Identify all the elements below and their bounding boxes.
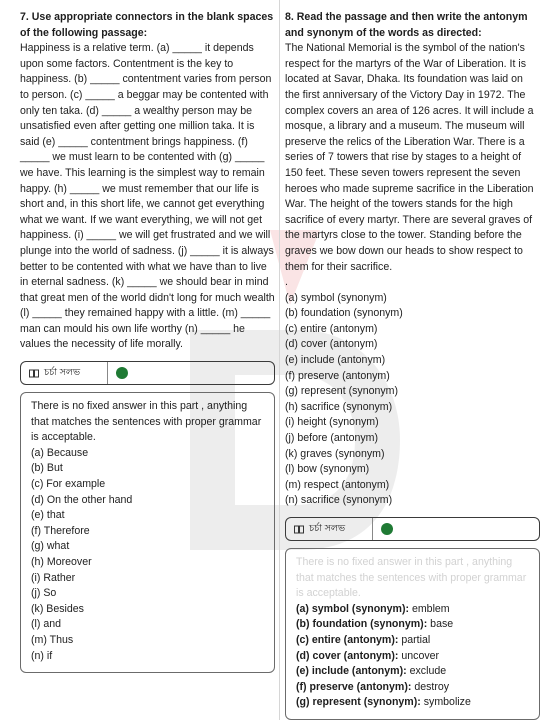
- word-option: (h) sacrifice (synonym): [285, 400, 393, 413]
- word-option: (m) respect (antonym): [285, 478, 390, 491]
- answer-box-left: [20, 392, 275, 673]
- status-dot-icon: [116, 367, 128, 379]
- answer-key: (e) include (antonym):: [296, 665, 407, 678]
- question-7-title: 7. Use appropriate connectors in the blank spaces of the following passage:: [20, 11, 274, 39]
- answer-line: [296, 633, 529, 649]
- question-7-passage: Happiness is a relative term. (a) _____ it depends upon some factors. Contentment is the key to happiness. (b) _____ contentment varies from person to person. (c) _____ a beggar may be contented with only ten taka. (d) _____ a wealthy person may be unsatisfied even after getting one million taka. It is said (e) _____ contentment brings happiness. (f) _____ we must learn to be contented with (g) _____ we have. This learning is the simplest way to remain happy. (h) _____ we must remember that our life is short and, in this short life, we cannot get everything what we want. If we want everything, we will not get happiness. (i) _____ we will get frustrated and we will plunge into the world of sadness. (j) _____ it is always better to be contented with what we have than to live in eternal sadness. (k) _____ we should bear in mind that great men of the world didn't long for much wealth (l) _____ they remained happy with a little. (m) _____ man can mould his own life worthy (n) _____ he values the necessity of life morally.: [20, 42, 275, 351]
- answer-box-right: [285, 548, 540, 720]
- answer-line: [296, 695, 529, 711]
- answer-line: [296, 664, 529, 680]
- word-option: (d) cover (antonym): [285, 338, 378, 351]
- solve-label: চর্চা সলভ: [309, 523, 346, 535]
- answer-value: destroy: [411, 680, 450, 693]
- answer-key: (c) entire (antonym):: [296, 633, 399, 646]
- status-dot-icon: [381, 523, 393, 535]
- word-option: (g) represent (synonym): [285, 385, 399, 398]
- separator-dot: .: [285, 276, 288, 289]
- answer-line: (h) Moreover: [31, 556, 92, 568]
- word-option: (a) symbol (synonym): [285, 291, 387, 304]
- answer-note: There is no fixed answer in this part , anything that matches the sentences with proper grammar is acceptable.: [296, 556, 527, 600]
- bar-separator: [107, 362, 108, 384]
- answer-value: partial: [398, 633, 431, 646]
- book-icon: [294, 525, 304, 534]
- answer-line: [296, 649, 529, 665]
- solve-label: চর্চা সলভ: [44, 367, 81, 379]
- answer-line: (f) Therefore: [31, 524, 90, 537]
- solve-bar-right[interactable]: [285, 517, 540, 541]
- answer-line: (l) and: [31, 618, 62, 631]
- answer-key: (a) symbol (synonym):: [296, 602, 410, 615]
- answer-value: exclude: [406, 665, 447, 678]
- answer-line: (c) For example: [31, 478, 106, 491]
- answer-line: (b) But: [31, 462, 63, 475]
- answer-value: uncover: [398, 649, 440, 662]
- answer-value: base: [427, 618, 454, 631]
- right-column: [285, 10, 540, 720]
- answer-key: (g) represent (synonym):: [296, 696, 421, 709]
- answer-value: emblem: [409, 602, 450, 615]
- column-divider: [279, 0, 280, 720]
- question-8-passage: The National Memorial is the symbol of the nation's respect for the martyrs of the War of Liberation. It is located at Savar, Dhaka. Its foundation was laid on the first anniversary of the Victory Day in 1972. The complex covers an area of 126 acres. It will include a mosque, a library and a museum. The museum will preserve the relics of the Liberation War. There is a series of 7 towers that rise by stages to a height of 150 feet. These seven towers represent the seven heroes who made supreme sacrifice in the Liberation War. The height of the towers stands for the high sacrifice of every martyr. There are several graves of the martyrs close to the tower. Standing before the graves we bow down our heads to show respect to them for their sacrifice.: [285, 42, 534, 273]
- answer-line: [296, 602, 529, 618]
- word-options-list: [285, 291, 540, 509]
- answer-key: (b) foundation (synonym):: [296, 618, 428, 631]
- bar-separator: [372, 518, 373, 540]
- book-icon: [29, 369, 39, 378]
- answer-value: symbolize: [420, 696, 471, 709]
- answer-note: There is no fixed answer in this part , anything that matches the sentences with proper grammar is acceptable.: [31, 400, 262, 444]
- answer-line: (m) Thus: [31, 633, 74, 646]
- answer-line: (g) what: [31, 540, 70, 553]
- answer-line: (k) Besides: [31, 602, 84, 615]
- answer-line: [296, 680, 529, 696]
- solve-bar-left[interactable]: [20, 361, 275, 385]
- answer-line: (a) Because: [31, 446, 89, 459]
- answer-line: (n) if: [31, 649, 53, 662]
- word-option: (n) sacrifice (synonym): [285, 494, 393, 507]
- answer-key: (f) preserve (antonym):: [296, 680, 412, 693]
- left-column: [20, 10, 275, 673]
- word-option: (f) preserve (antonym): [285, 369, 390, 382]
- answer-line: [296, 617, 529, 633]
- word-option: (b) foundation (synonym): [285, 307, 403, 320]
- answer-line: (i) Rather: [31, 571, 76, 584]
- word-option: (i) height (synonym): [285, 416, 379, 429]
- answer-key: (d) cover (antonym):: [296, 649, 399, 662]
- answer-line: (j) So: [31, 587, 57, 600]
- answer-line: (e) that: [31, 509, 65, 522]
- word-option: (k) graves (synonym): [285, 447, 385, 460]
- word-option: (j) before (antonym): [285, 432, 379, 445]
- answer-line: (d) On the other hand: [31, 493, 133, 506]
- word-option: (l) bow (synonym): [285, 463, 370, 476]
- word-option: (e) include (antonym): [285, 354, 386, 367]
- word-option: (c) entire (antonym): [285, 322, 378, 335]
- question-8-title: 8. Read the passage and then write the antonym and synonym of the words as directed:: [285, 11, 528, 39]
